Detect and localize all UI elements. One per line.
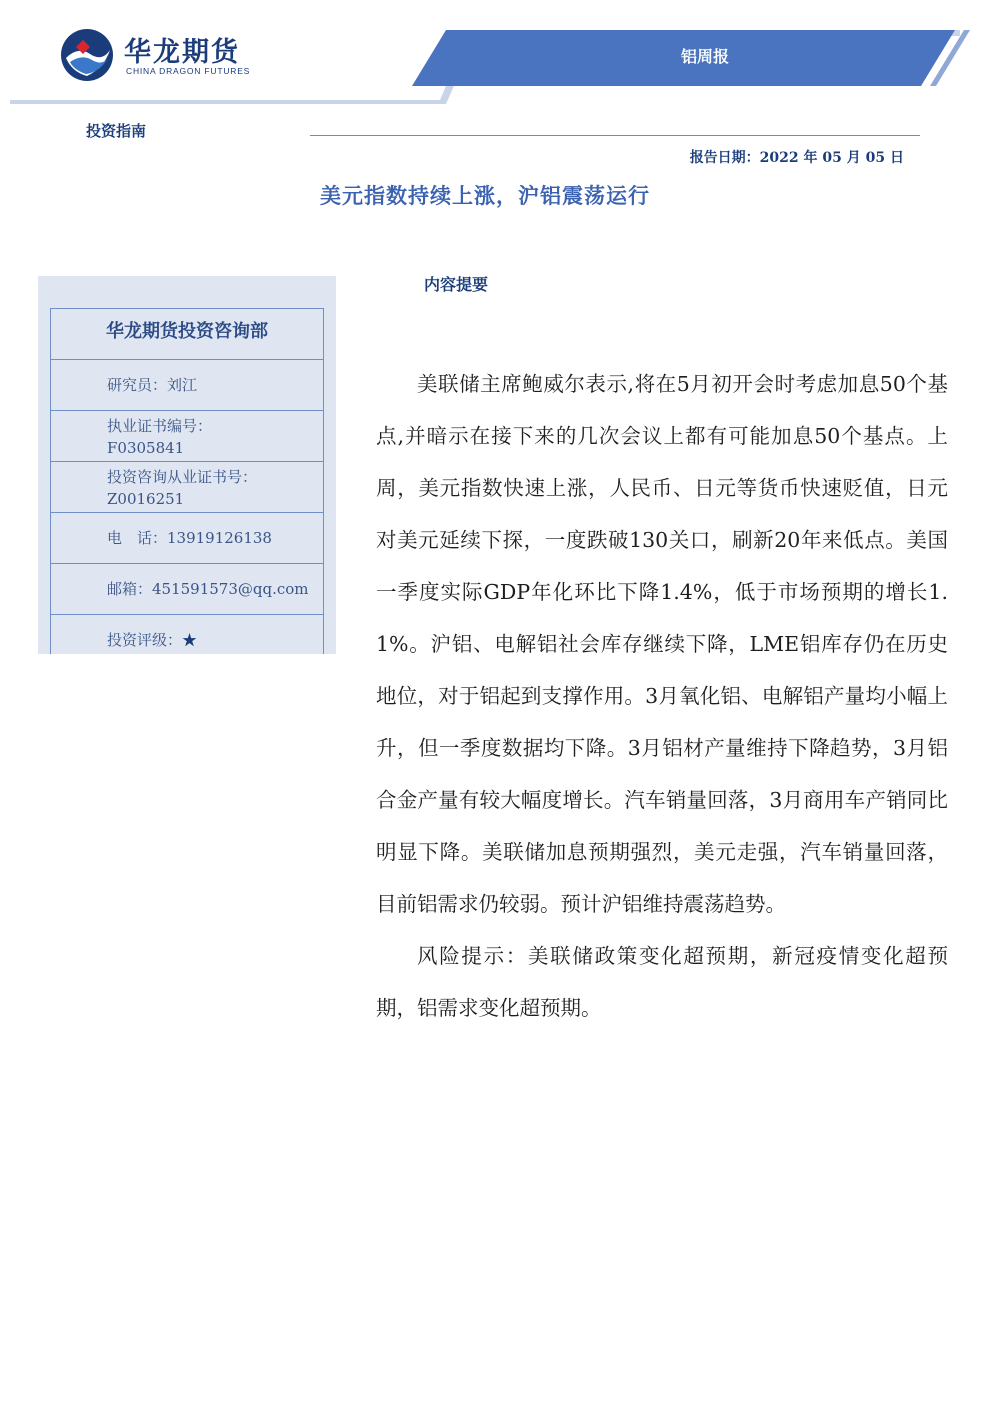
advisory-label: 投资咨询从业证书号：	[107, 468, 258, 486]
summary-heading: 内容提要	[424, 275, 489, 294]
risk-paragraph: 风险提示：美联储政策变化超预期，新冠疫情变化超预期，铝需求变化超预期。	[376, 944, 948, 1020]
brand-name-cn: 华龙期货	[124, 37, 240, 68]
advisory-value: Z0016251	[107, 490, 185, 508]
report-type-label: 铝周报	[680, 47, 729, 66]
dragon-logo-icon	[60, 28, 114, 82]
phone-number: 电 话：13919126138	[51, 513, 323, 564]
researcher-name: 研究员：刘江	[51, 360, 323, 411]
license-value: F0305841	[107, 439, 185, 457]
investment-rating	[51, 615, 323, 654]
license-label: 执业证书编号：	[107, 417, 213, 435]
analyst-info-box	[50, 308, 324, 654]
license-number	[51, 411, 323, 462]
summary-paragraph: 美联储主席鲍威尔表示,将在5月初开会时考虑加息50个基点,并暗示在接下来的几次会议上都有可能加息50个基点。上周，美元指数快速上涨，人民币、日元等货币快速贬值，日元对美元延续下探，一度跌破130关口，刷新20年来低点。美国一季度实际GDP年化环比下降1.4%，低于市场预期的增长1.1%。沪铝、电解铝社会库存继续下降，LME铝库存仍在历史地位，对于铝起到支撑作用。3月氧化铝、电解铝产量均小幅上升，但一季度数据均下降。3月铝材产量维持下降趋势，3月铝合金产量有较大幅度增长。汽车销量回落，3月商用车产销同比明显下降。美联储加息预期强烈，美元走强，汽车销量回落，目前铝需求仍较弱。预计沪铝维持震荡趋势。	[376, 372, 948, 916]
report-date: 报告日期：2022 年 05 月 05 日	[689, 150, 904, 166]
section-label: 投资指南	[86, 122, 147, 140]
brand-name-en: CHINA DRAGON FUTURES	[126, 66, 251, 76]
summary-body	[376, 358, 948, 1034]
header-divider	[310, 135, 920, 136]
department-name: 华龙期货投资咨询部	[51, 309, 323, 360]
star-icon: ★	[182, 631, 198, 649]
advisory-license	[51, 462, 323, 513]
company-logo	[60, 28, 260, 84]
report-title: 美元指数持续上涨，沪铝震荡运行	[320, 183, 650, 208]
rating-label: 投资评级：	[107, 631, 183, 649]
email-address[interactable]: 邮箱：451591573@qq.com	[51, 564, 323, 615]
